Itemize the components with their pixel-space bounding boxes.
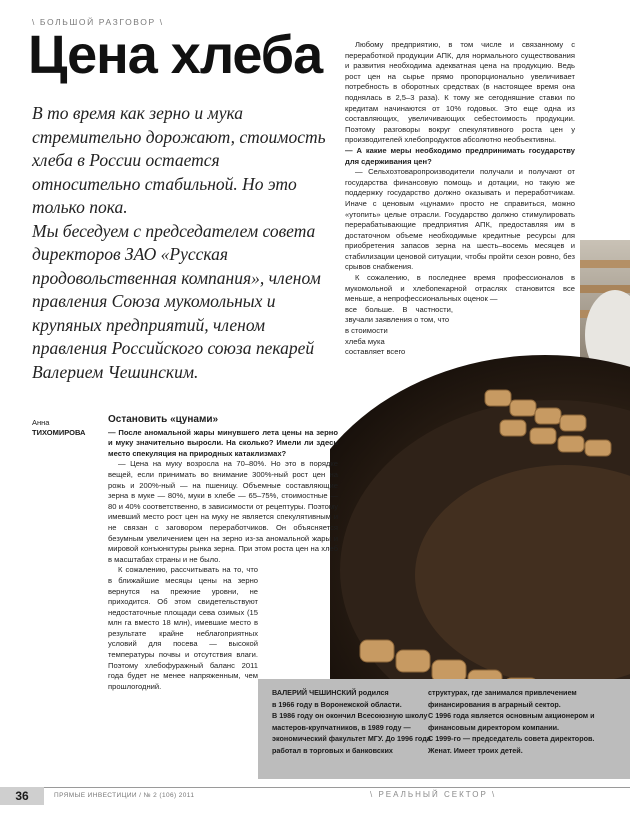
bio-line: В 1986 году он окончил Всесоюзную школу [272, 711, 428, 721]
article-paragraph: — Сельхозтоваропроизводители получали и получают от государства финансовую помощь и дотации, но такую же поддержку государство должно оказывать и переработчикам. Иначе с ценовым «цунами» просто не справиться, можно «утопить» целые отрасли. Государство должно стимулировать перерабатывающие предприятия АПК, предоставляя им в достаточном объеме необходимые кредитные ресурсы для приобретения запасов зерна на шесть–восемь месяцев и стабилизации ценовой ситуации, чтобы пройти сезон ровно, без срывов снабжения. [345, 167, 575, 272]
article-paragraph: в стоимости хлеба мука составляет всего [345, 326, 406, 357]
article-column-1 [108, 415, 338, 692]
article-title: Цена хлеба [28, 25, 323, 85]
bio-line: мастеров-крупчатников, в 1989 году — экономический факультет МГУ. До 1996 года [272, 722, 431, 744]
bio-line: С 1996 года является основным акционером и финансовым директором компании. [428, 711, 595, 732]
bio-line: ВАЛЕРИЙ ЧЕШИНСКИЙ родился [272, 688, 389, 697]
page-number: 36 [0, 787, 44, 805]
bio-line: структурах, где занимался привлечением финансирования в аграрный сектор. [428, 688, 577, 709]
interview-question: — А какие меры необходимо предпринимать государству для сдерживания цен? [345, 145, 575, 166]
interview-question: — После аномальной жары минувшего лета цены на зерно и муку значительно выросли. На сколько? Имели ли здесь место спекуляция на природных катаклизмах? [108, 427, 338, 458]
article-lead [32, 102, 332, 384]
article-paragraph: К сожалению, в последнее время профессионалов в мукомольной и хлебопекарной отраслях становится все меньше, а непрофессиональных оценок — [345, 273, 575, 304]
section-name: \ РЕАЛЬНЫЙ СЕКТОР \ [370, 790, 497, 799]
article-paragraph: все больше. В частности, звучали заявления о том, что [345, 304, 453, 325]
lead-paragraph: В то время как зерно и мука стремительно дорожают, стоимость хлеба в России остается относительно стабильной. Но это только пока. [32, 103, 326, 217]
author-byline [32, 418, 94, 438]
article-paragraph: — Цена на муку возросла на 70–80%. Но это в порядке вещей, если принимать во внимание 300%-ный рост цен на рожь и 200%-ный — на пшеницу. Объемные составляющие зерна в муке — 80%, муки в хлебе — 65–75%, стоимостные — 80 и 40% соответственно, в зависимости от рецептуры. Поэтому имевший место рост цен на муку не является спекулятивным и не связан с заговором переработчиков. Он объясняется безумным увеличением цен на зерно из-за аномальной жары и мировой конъюнктуры рынка зерна. При этом роста цен на хлеб в масштабах страны и не было. [108, 459, 338, 564]
article-subheading: Остановить «цунами» [108, 414, 219, 425]
bio-line: С 1999-го — председатель совета директоров. Женат. Имеет троих детей. [428, 734, 595, 755]
author-first-name: Анна [32, 418, 50, 427]
magazine-issue: ПРЯМЫЕ ИНВЕСТИЦИИ / № 2 (106) 2011 [54, 792, 195, 799]
author-last-name: ТИХОМИРОВА [32, 428, 86, 437]
bio-line: работал в торговых и банковских [272, 745, 393, 755]
article-paragraph: К сожалению, рассчитывать на то, что в ближайшие месяцы цены на зерно вернутся на прежние уровни, не приходится. Об этом свидетельствуют недостаточные площади сева озимых (15 млн га вместо 18 млн), имевшие место в результате крайне неблагоприятных условий для посева — высокой температуры почвы и отсутствия влаги. Поэтому хлебофуражный баланс 2011 года будет не менее напряженным, чем прошлогодний. [108, 565, 258, 691]
section-rubric: \ БОЛЬШОЙ РАЗГОВОР \ [32, 17, 164, 27]
footer-rule [0, 787, 630, 788]
lead-paragraph: Мы беседуем с председателем совета директоров ЗАО «Русская продовольственная компания», членом правления Союза мукомольных и крупяных предприятий, членом правления Российского союза пекарей Валерием Чешинским. [32, 220, 321, 382]
article-column-2 [345, 40, 575, 358]
bio-line: в 1966 году в Воронежской области. [272, 699, 402, 709]
bio-column-2 [428, 687, 620, 757]
article-paragraph: Любому предприятию, в том числе и связанному с переработкой продукции АПК, для нормального существования и развития необходима адекватная цена на продукцию. Ведь рост цен на сырье прямо пропорционально увеличивает потребность в оборотных средствах (в настоящее время она поднялась в 2,5–3 раза). К тому же сегодняшние ставки по кредитам начинаются от 10% годовых. Это еще одна из составляющих, увеличивающих себестоимость продукции. Поэтому разговоры вокруг спекулятивного роста цен у производителей хлебопродуктов абсолютно необъективны. [345, 40, 575, 145]
bio-box [258, 679, 630, 779]
bio-column-1 [272, 687, 432, 757]
